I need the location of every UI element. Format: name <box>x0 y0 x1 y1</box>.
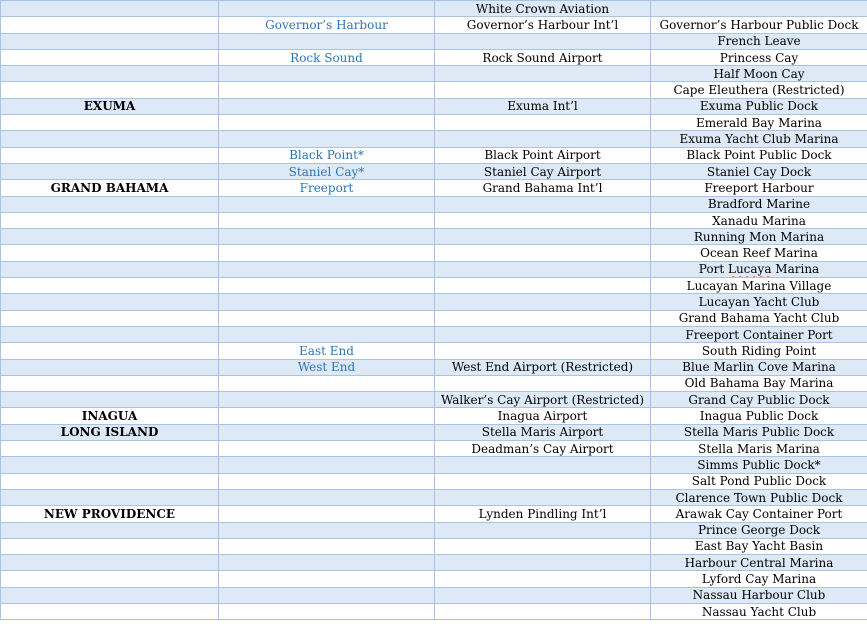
airport-cell: Inagua Airport <box>435 408 651 424</box>
town-cell <box>219 310 435 326</box>
town-cell <box>219 212 435 228</box>
ports-table-body <box>1 1 867 620</box>
island-cell: GRAND BAHAMA <box>1 180 219 196</box>
table-row <box>1 424 867 440</box>
island-cell <box>1 66 219 82</box>
island-cell <box>1 441 219 457</box>
island-cell <box>1 375 219 391</box>
airport-cell: West End Airport (Restricted) <box>435 359 651 375</box>
port-cell: Harbour Central Marina <box>651 555 867 571</box>
port-cell: Xanadu Marina <box>651 212 867 228</box>
table-row <box>1 163 867 179</box>
table-row <box>1 343 867 359</box>
island-cell <box>1 522 219 538</box>
island-cell <box>1 33 219 49</box>
town-cell <box>219 506 435 522</box>
town-cell <box>219 1 435 17</box>
town-cell <box>219 522 435 538</box>
town-cell <box>219 98 435 114</box>
island-cell <box>1 163 219 179</box>
table-row <box>1 66 867 82</box>
port-cell: Half Moon Cay <box>651 66 867 82</box>
port-cell: Stella Maris Marina <box>651 441 867 457</box>
table-row <box>1 522 867 538</box>
town-cell <box>219 66 435 82</box>
airport-cell <box>435 196 651 212</box>
port-cell: Princess Cay <box>651 49 867 65</box>
table-row <box>1 49 867 65</box>
island-cell <box>1 147 219 163</box>
town-cell: Black Point* <box>219 147 435 163</box>
port-cell: Salt Pond Public Dock <box>651 473 867 489</box>
spellcheck-word: Lucaya <box>727 262 772 277</box>
port-cell <box>651 1 867 17</box>
table-row <box>1 489 867 505</box>
table-row <box>1 98 867 114</box>
port-cell: Exuma Public Dock <box>651 98 867 114</box>
island-cell <box>1 392 219 408</box>
island-cell <box>1 1 219 17</box>
town-cell <box>219 326 435 342</box>
island-cell <box>1 261 219 277</box>
town-cell <box>219 489 435 505</box>
island-cell <box>1 196 219 212</box>
table-row <box>1 359 867 375</box>
table-row <box>1 147 867 163</box>
table-row <box>1 603 867 619</box>
port-cell: Nassau Yacht Club <box>651 603 867 619</box>
town-cell <box>219 571 435 587</box>
town-cell: West End <box>219 359 435 375</box>
port-cell: Governor’s Harbour Public Dock <box>651 17 867 33</box>
island-cell: NEW PROVIDENCE <box>1 506 219 522</box>
town-cell <box>219 115 435 131</box>
airport-cell <box>435 343 651 359</box>
port-cell: Bradford Marine <box>651 196 867 212</box>
airport-cell <box>435 212 651 228</box>
island-cell <box>1 212 219 228</box>
airport-cell <box>435 229 651 245</box>
airport-cell <box>435 294 651 310</box>
airport-cell: Exuma Int’l <box>435 98 651 114</box>
town-cell <box>219 294 435 310</box>
airport-cell <box>435 375 651 391</box>
table-row <box>1 408 867 424</box>
airport-cell <box>435 571 651 587</box>
table-row <box>1 245 867 261</box>
port-cell: Old Bahama Bay Marina <box>651 375 867 391</box>
port-cell: Simms Public Dock* <box>651 457 867 473</box>
table-row <box>1 33 867 49</box>
airport-cell: Governor’s Harbour Int’l <box>435 17 651 33</box>
town-cell: Rock Sound <box>219 49 435 65</box>
town-cell <box>219 261 435 277</box>
island-cell: INAGUA <box>1 408 219 424</box>
port-cell: Lyford Cay Marina <box>651 571 867 587</box>
airport-cell <box>435 33 651 49</box>
town-cell: Staniel Cay* <box>219 163 435 179</box>
island-cell <box>1 587 219 603</box>
airport-cell <box>435 473 651 489</box>
table-row <box>1 17 867 33</box>
airport-cell <box>435 326 651 342</box>
town-cell <box>219 555 435 571</box>
port-cell: Arawak Cay Container Port <box>651 506 867 522</box>
town-cell <box>219 33 435 49</box>
island-cell <box>1 343 219 359</box>
port-cell: Freeport Container Port <box>651 326 867 342</box>
airport-cell <box>435 522 651 538</box>
town-cell <box>219 196 435 212</box>
table-row <box>1 261 867 277</box>
town-cell <box>219 587 435 603</box>
table-row <box>1 326 867 342</box>
table-row <box>1 441 867 457</box>
port-cell: Prince George Dock <box>651 522 867 538</box>
airport-cell <box>435 278 651 294</box>
port-cell: Black Point Public Dock <box>651 147 867 163</box>
island-cell <box>1 294 219 310</box>
table-row <box>1 473 867 489</box>
port-cell: Exuma Yacht Club Marina <box>651 131 867 147</box>
table-row <box>1 115 867 131</box>
town-cell <box>219 392 435 408</box>
airport-cell <box>435 587 651 603</box>
airport-cell: Staniel Cay Airport <box>435 163 651 179</box>
table-row <box>1 1 867 17</box>
island-cell: LONG ISLAND <box>1 424 219 440</box>
table-row <box>1 131 867 147</box>
town-cell <box>219 229 435 245</box>
airport-cell: Stella Maris Airport <box>435 424 651 440</box>
port-cell: Lucayan Marina Village <box>651 278 867 294</box>
port-cell: Ocean Reef Marina <box>651 245 867 261</box>
town-cell <box>219 278 435 294</box>
table-row <box>1 538 867 554</box>
island-cell <box>1 603 219 619</box>
town-cell <box>219 603 435 619</box>
table-row <box>1 278 867 294</box>
port-cell: East Bay Yacht Basin <box>651 538 867 554</box>
town-cell: Freeport <box>219 180 435 196</box>
island-cell <box>1 310 219 326</box>
town-cell: Governor’s Harbour <box>219 17 435 33</box>
port-cell: Emerald Bay Marina <box>651 115 867 131</box>
airport-cell <box>435 310 651 326</box>
airport-cell <box>435 245 651 261</box>
airport-cell: Rock Sound Airport <box>435 49 651 65</box>
table-row <box>1 506 867 522</box>
island-cell <box>1 278 219 294</box>
port-cell: Grand Bahama Yacht Club <box>651 310 867 326</box>
airport-cell: Black Point Airport <box>435 147 651 163</box>
island-cell <box>1 326 219 342</box>
island-cell <box>1 473 219 489</box>
island-cell <box>1 17 219 33</box>
airport-cell <box>435 555 651 571</box>
island-cell <box>1 115 219 131</box>
port-cell: Port Lucaya Marina <box>651 261 867 277</box>
island-cell <box>1 555 219 571</box>
airport-cell: Deadman’s Cay Airport <box>435 441 651 457</box>
town-cell <box>219 538 435 554</box>
table-row <box>1 457 867 473</box>
island-cell <box>1 131 219 147</box>
port-cell: Cape Eleuthera (Restricted) <box>651 82 867 98</box>
island-cell: EXUMA <box>1 98 219 114</box>
port-cell: Blue Marlin Cove Marina <box>651 359 867 375</box>
town-cell <box>219 375 435 391</box>
town-cell <box>219 82 435 98</box>
island-cell <box>1 245 219 261</box>
island-cell <box>1 49 219 65</box>
island-cell <box>1 82 219 98</box>
airport-cell <box>435 261 651 277</box>
table-row <box>1 555 867 571</box>
port-cell: Inagua Public Dock <box>651 408 867 424</box>
table-row <box>1 571 867 587</box>
port-cell: Clarence Town Public Dock <box>651 489 867 505</box>
island-cell <box>1 538 219 554</box>
island-cell <box>1 489 219 505</box>
town-cell <box>219 245 435 261</box>
table-row <box>1 392 867 408</box>
table-row <box>1 212 867 228</box>
port-cell: Staniel Cay Dock <box>651 163 867 179</box>
town-cell: East End <box>219 343 435 359</box>
airport-cell: Grand Bahama Int’l <box>435 180 651 196</box>
airport-cell <box>435 457 651 473</box>
airport-cell <box>435 603 651 619</box>
airport-cell: Lynden Pindling Int’l <box>435 506 651 522</box>
airport-cell <box>435 66 651 82</box>
table-row <box>1 587 867 603</box>
port-cell: Lucayan Yacht Club <box>651 294 867 310</box>
town-cell <box>219 408 435 424</box>
port-cell: Grand Cay Public Dock <box>651 392 867 408</box>
town-cell <box>219 457 435 473</box>
port-cell: South Riding Point <box>651 343 867 359</box>
table-row <box>1 229 867 245</box>
table-row <box>1 196 867 212</box>
airport-cell: White Crown Aviation <box>435 1 651 17</box>
island-cell <box>1 359 219 375</box>
airport-cell <box>435 82 651 98</box>
port-cell: Freeport Harbour <box>651 180 867 196</box>
airport-cell <box>435 131 651 147</box>
port-cell: Nassau Harbour Club <box>651 587 867 603</box>
airport-cell: Walker’s Cay Airport (Restricted) <box>435 392 651 408</box>
table-row <box>1 310 867 326</box>
airport-cell <box>435 115 651 131</box>
table-row <box>1 82 867 98</box>
airport-cell <box>435 538 651 554</box>
town-cell <box>219 441 435 457</box>
airport-cell <box>435 489 651 505</box>
port-cell: Running Mon Marina <box>651 229 867 245</box>
island-cell <box>1 457 219 473</box>
table-row <box>1 375 867 391</box>
town-cell <box>219 473 435 489</box>
island-cell <box>1 571 219 587</box>
port-cell: Stella Maris Public Dock <box>651 424 867 440</box>
town-cell <box>219 131 435 147</box>
port-cell: French Leave <box>651 33 867 49</box>
island-cell <box>1 229 219 245</box>
table-row <box>1 180 867 196</box>
table-row <box>1 294 867 310</box>
town-cell <box>219 424 435 440</box>
